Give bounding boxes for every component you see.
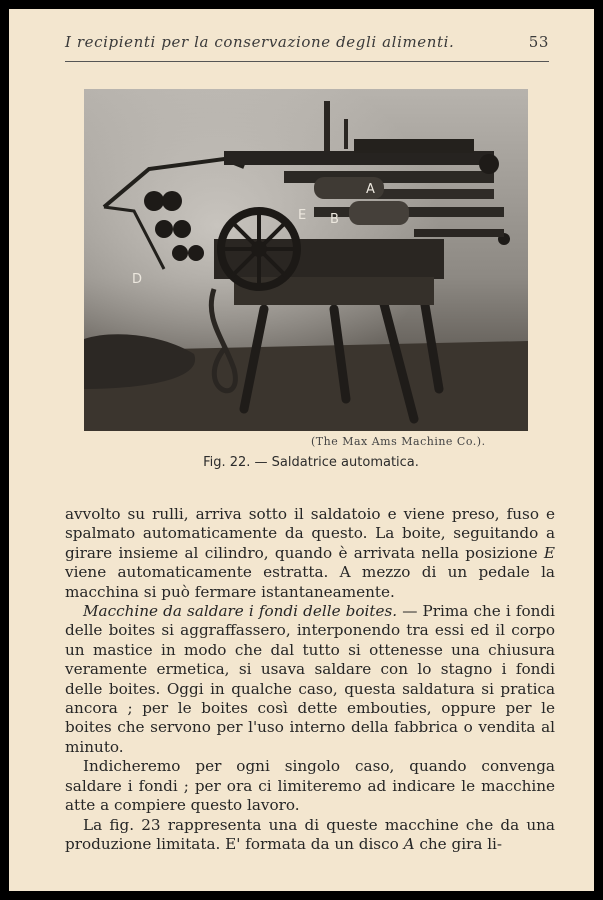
header-rule <box>65 61 549 62</box>
paragraph-2: Macchine da saldare i fondi delle boites. — Prima che i fondi delle boites si aggraffassero, interponendo tra essi ed il corpo un mastice in modo che dal tutto si ottenesse una chiusura veramente ermetica, si usava saldare con lo stagno i fondi delle boites. Oggi in qualche caso, questa saldatura si pratica ancora ; per le boites così dette embouties, oppure per le boites che servono per l'uso interno della fabbrica o vendita al minuto. <box>65 602 555 756</box>
figure-photo <box>84 89 528 431</box>
figure-caption: Fig. 22. — Saldatrice automatica. <box>203 455 419 470</box>
paragraph-4: La fig. 23 rappresenta una di queste macchine che da una produzione limitata. E' formata da un disco A che gira li- <box>65 815 555 853</box>
label-a: A <box>366 182 375 197</box>
page-number: 53 <box>528 33 549 51</box>
figure-credit: (The Max Ams Machine Co.). <box>311 435 486 448</box>
paragraph-3: Indicheremo per ogni singolo caso, quando convenga saldare i fondi ; per ora ci limiteremo ad indicare le macchine atte a compiere questo lavoro. <box>65 757 555 815</box>
machine-illustration <box>84 89 528 431</box>
book-page <box>9 9 594 891</box>
flywheel <box>221 211 297 287</box>
body-text <box>65 505 555 854</box>
running-title: I recipienti per la conservazione degli alimenti. <box>65 33 455 51</box>
running-header <box>65 33 549 51</box>
label-b: B <box>330 212 339 227</box>
label-d: D <box>132 272 143 287</box>
paragraph-1: avvolto su rulli, arriva sotto il saldatoio e viene preso, fuso e spalmato automaticamente da questo. La boite, seguitando a girare insieme al cilindro, quando è arrivata nella posizione E viene automaticamente estratta. A mezzo di un pedale la macchina si può fermare istantaneamente. <box>65 505 556 601</box>
label-e: E <box>298 208 307 223</box>
